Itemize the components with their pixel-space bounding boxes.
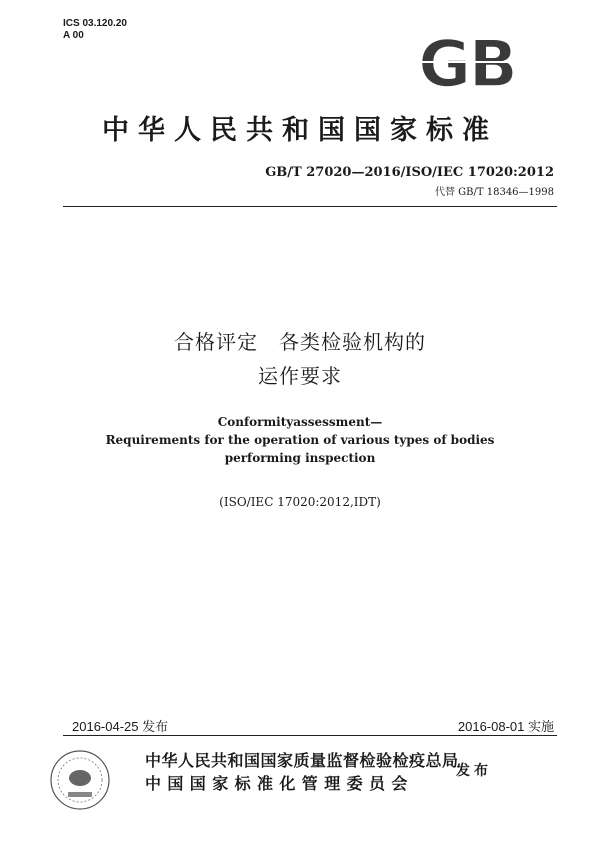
footer-divider: [63, 735, 557, 736]
title-en-line1: Conformityassessment—: [217, 415, 383, 429]
issue-label: 发布: [456, 763, 492, 779]
gb-logo: [404, 32, 530, 92]
effective-date: 2016-08-01 实施: [457, 719, 554, 734]
standard-number: GB/T 27020—2016/ISO/IEC 17020:2012: [265, 165, 554, 180]
title-zh-line1: 合格评定 各类检验机构的: [174, 330, 426, 354]
title-en-line3: performing inspection: [224, 451, 376, 465]
ics-number: ICS 03.120.20: [63, 18, 127, 29]
header-divider: [63, 206, 557, 207]
publisher-aqsiq: 中华人民共和国国家质量监督检验检疫总局: [145, 751, 459, 770]
org-title: 中华人民共和国国家标准: [102, 115, 498, 146]
replaces-note: 代替 GB/T 18346—1998: [435, 187, 554, 198]
adoption-note: (ISO/IEC 17020:2012,IDT): [219, 495, 381, 509]
anti-counterfeit-seal-icon: [48, 748, 112, 812]
gb-logo-text: GB: [418, 32, 516, 92]
publish-date: 2016-04-25 发布: [72, 719, 169, 734]
ccs-number: A 00: [63, 30, 84, 41]
title-en-line2: Requirements for the operation of various types of bodies: [105, 433, 495, 447]
title-zh-line2: 运作要求: [258, 364, 342, 388]
publisher-sac: 中国国家标准化管理委员会: [145, 774, 414, 793]
ics-code: [63, 18, 127, 42]
